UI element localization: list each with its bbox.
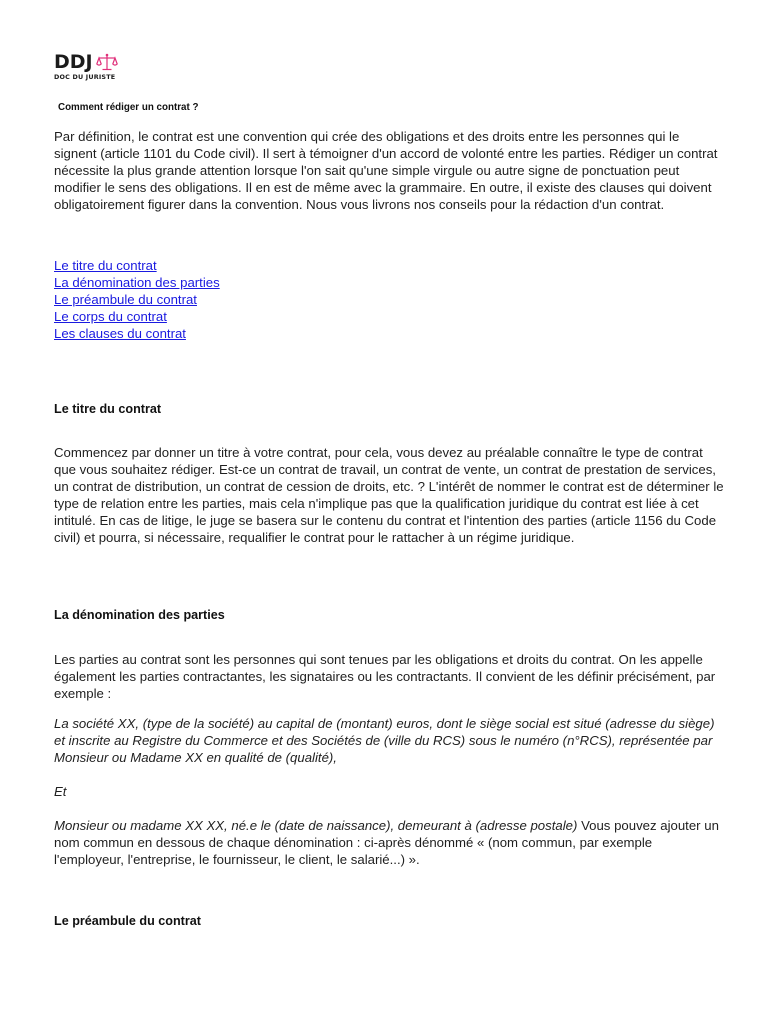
toc-link-denomination[interactable]: La dénomination des parties [54, 275, 220, 290]
example-company: La société XX, (type de la société) au capital de (montant) euros, dont le siège social est situé (adresse du siège) et inscrite au Registre du Commerce et des Sociétés de (ville du RCS) sous le numéro (n°RCS), représentée par Monsieur ou Madame XX en qualité de (qualité), [54, 716, 715, 765]
example-after: Vous pouvez ajouter un nom commun en dessous de chaque dénomination : ci-après dénommé « (nom commun, par exemple l'employeur, l'entreprise, le fournisseur, le client, le salarié...) ». [54, 818, 719, 867]
ddj-logo [54, 53, 134, 83]
logo-top-row [54, 53, 134, 72]
toc-link-titre[interactable]: Le titre du contrat [54, 258, 157, 273]
section-body-denomination: Les parties au contrat sont les personnes qui sont tenues par les obligations et droits du contrat. On les appelle également les parties contractantes, les signataires ou les contractants. Il convient de les définir précisément, par exemple : [54, 652, 716, 701]
section-heading-preambule: Le préambule du contrat [54, 914, 201, 928]
example-and: Et [54, 784, 67, 799]
document-title: Comment rédiger un contrat ? [58, 102, 199, 113]
toc-link-clauses[interactable]: Les clauses du contrat [54, 326, 186, 341]
logo-subtitle: DOC DU JURISTE [54, 73, 116, 81]
toc-link-preambule[interactable]: Le préambule du contrat [54, 292, 197, 307]
table-of-contents [54, 257, 220, 342]
example-person: Monsieur ou madame XX XX, né.e le (date de naissance), demeurant à (adresse postale) [54, 818, 578, 833]
example-person-paragraph [54, 817, 724, 868]
toc-link-corps[interactable]: Le corps du contrat [54, 309, 167, 324]
section-heading-denomination: La dénomination des parties [54, 608, 225, 622]
intro-paragraph: Par définition, le contrat est une convention qui crée des obligations et des droits entre les personnes qui le signent (article 1101 du Code civil). Il sert à témoigner d'un accord de volonté entre les parties. Rédiger un contrat nécessite la plus grande attention lorsque l'on sait qu'une simple virgule ou autre signe de ponctuation peut modifier le sens des obligations. Il en est de même avec la grammaire. En outre, il existe des clauses qui doivent obligatoirement figurer dans la convention. Nous vous livrons nos conseils pour la rédaction d'un contrat. [54, 129, 718, 212]
section-heading-titre: Le titre du contrat [54, 402, 162, 416]
section-body-titre: Commencez par donner un titre à votre contrat, pour cela, vous devez au préalable connaître le type de contrat que vous souhaitez rédiger. Est-ce un contrat de travail, un contrat de vente, un contrat de prestation de services, un contrat de distribution, un contrat de cession de droits, etc. ? L'intérêt de nommer le contrat est de déterminer le type de relation entre les parties, mais cela n'implique pas que la qualification juridique du contrat est liée à cet intitulé. En cas de litige, le juge se basera sur le contenu du contrat et l'intention des parties (article 1156 du Code civil) et pourra, si nécessaire, requalifier le contrat pour le rattacher à un régime juridique. [54, 445, 724, 545]
scales-icon [96, 53, 118, 72]
logo-text: DDJ [54, 51, 93, 73]
